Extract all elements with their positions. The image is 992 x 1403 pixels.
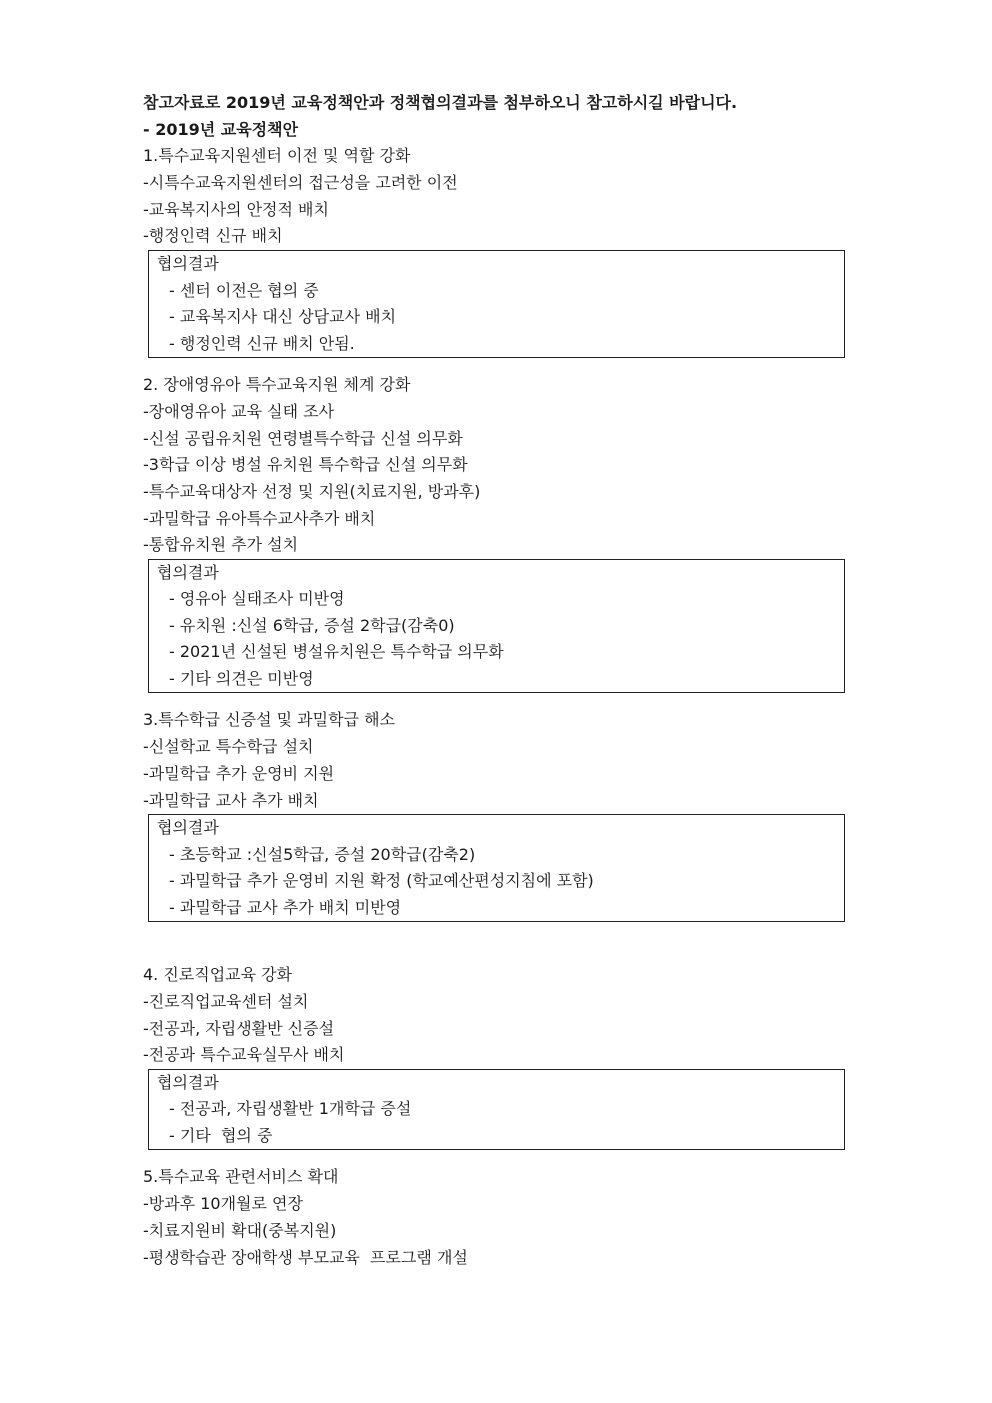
section-2 (143, 372, 848, 693)
list-item: -신설학교 특수학급 설치 (143, 737, 314, 757)
list-item: -시특수교육지원센터의 접근성을 고려한 이전 (143, 173, 458, 193)
list-item: -통합유치원 추가 설치 (143, 535, 299, 555)
list-item: -방과후 10개월로 연장 (143, 1194, 303, 1214)
result-item: - 행정인력 신규 배치 안됨. (169, 333, 355, 353)
list-item: -전공과 특수교육실무사 배치 (143, 1045, 345, 1065)
list-item: -행정인력 신규 배치 (143, 226, 283, 246)
result-item: - 초등학교 :신설5학급, 증설 20학급(감축2) (169, 844, 476, 864)
section-4 (143, 962, 848, 1150)
section-heading: 5.특수교육 관련서비스 확대 (143, 1167, 339, 1187)
result-box (148, 1069, 845, 1151)
result-title: 협의결과 (157, 818, 219, 838)
result-item: - 전공과, 자립생활반 1개학급 증설 (169, 1099, 412, 1119)
document-page (143, 90, 848, 1271)
result-item: - 교육복지사 대신 상담교사 배치 (169, 307, 397, 327)
list-item: -과밀학급 추가 운영비 지원 (143, 763, 335, 783)
intro-text: 참고자료로 2019년 교육정책안과 정책협의결과를 첨부하오니 참고하시길 바랍니다. (143, 93, 738, 112)
result-title: 협의결과 (157, 562, 219, 582)
result-box (148, 250, 845, 358)
subtitle: - 2019년 교육정책안 (143, 119, 299, 139)
list-item: -특수교육대상자 선정 및 지원(치료지원, 방과후) (143, 481, 481, 501)
list-item: -장애영유아 교육 실태 조사 (143, 401, 335, 421)
result-item: - 2021년 신설된 병설유치원은 특수학급 의무화 (169, 642, 504, 662)
list-item: -평생학습관 장애학생 부모교육 프로그램 개설 (143, 1247, 468, 1267)
result-box (148, 559, 845, 694)
section-heading: 1.특수교육지원센터 이전 및 역할 강화 (143, 146, 411, 166)
section-heading: 2. 장애영유아 특수교육지원 체계 강화 (143, 375, 411, 395)
section-heading: 4. 진로직업교육 강화 (143, 965, 293, 985)
result-item: - 기타 협의 중 (169, 1125, 273, 1145)
result-title: 협의결과 (157, 1072, 219, 1092)
list-item: -과밀학급 유아특수교사추가 배치 (143, 508, 376, 528)
result-item: - 과밀학급 추가 운영비 지원 확정 (학교예산편성지침에 포함) (169, 871, 594, 891)
result-item: - 과밀학급 교사 추가 배치 미반영 (169, 897, 402, 917)
list-item: -3학급 이상 병설 유치원 특수학급 신설 의무화 (143, 455, 468, 475)
list-item: -신설 공립유치원 연령별특수학급 신설 의무화 (143, 428, 463, 448)
list-item: -치료지원비 확대(중복지원) (143, 1220, 337, 1240)
result-item: - 센터 이전은 협의 중 (169, 280, 319, 300)
result-item: - 기타 의견은 미반영 (169, 668, 314, 688)
section-3 (143, 707, 848, 922)
result-item: - 유치원 :신설 6학급, 증설 2학급(감축0) (169, 615, 455, 635)
result-box (148, 814, 845, 922)
result-title: 협의결과 (157, 254, 219, 274)
list-item: -진로직업교육센터 설치 (143, 991, 309, 1011)
list-item: -교육복지사의 안정적 배치 (143, 199, 329, 219)
section-5 (143, 1164, 848, 1271)
section-1 (143, 143, 848, 358)
list-item: -과밀학급 교사 추가 배치 (143, 790, 319, 810)
result-item: - 영유아 실태조사 미반영 (169, 589, 345, 609)
section-heading: 3.특수학급 신증설 및 과밀학급 해소 (143, 710, 395, 730)
list-item: -전공과, 자립생활반 신증설 (143, 1018, 335, 1038)
